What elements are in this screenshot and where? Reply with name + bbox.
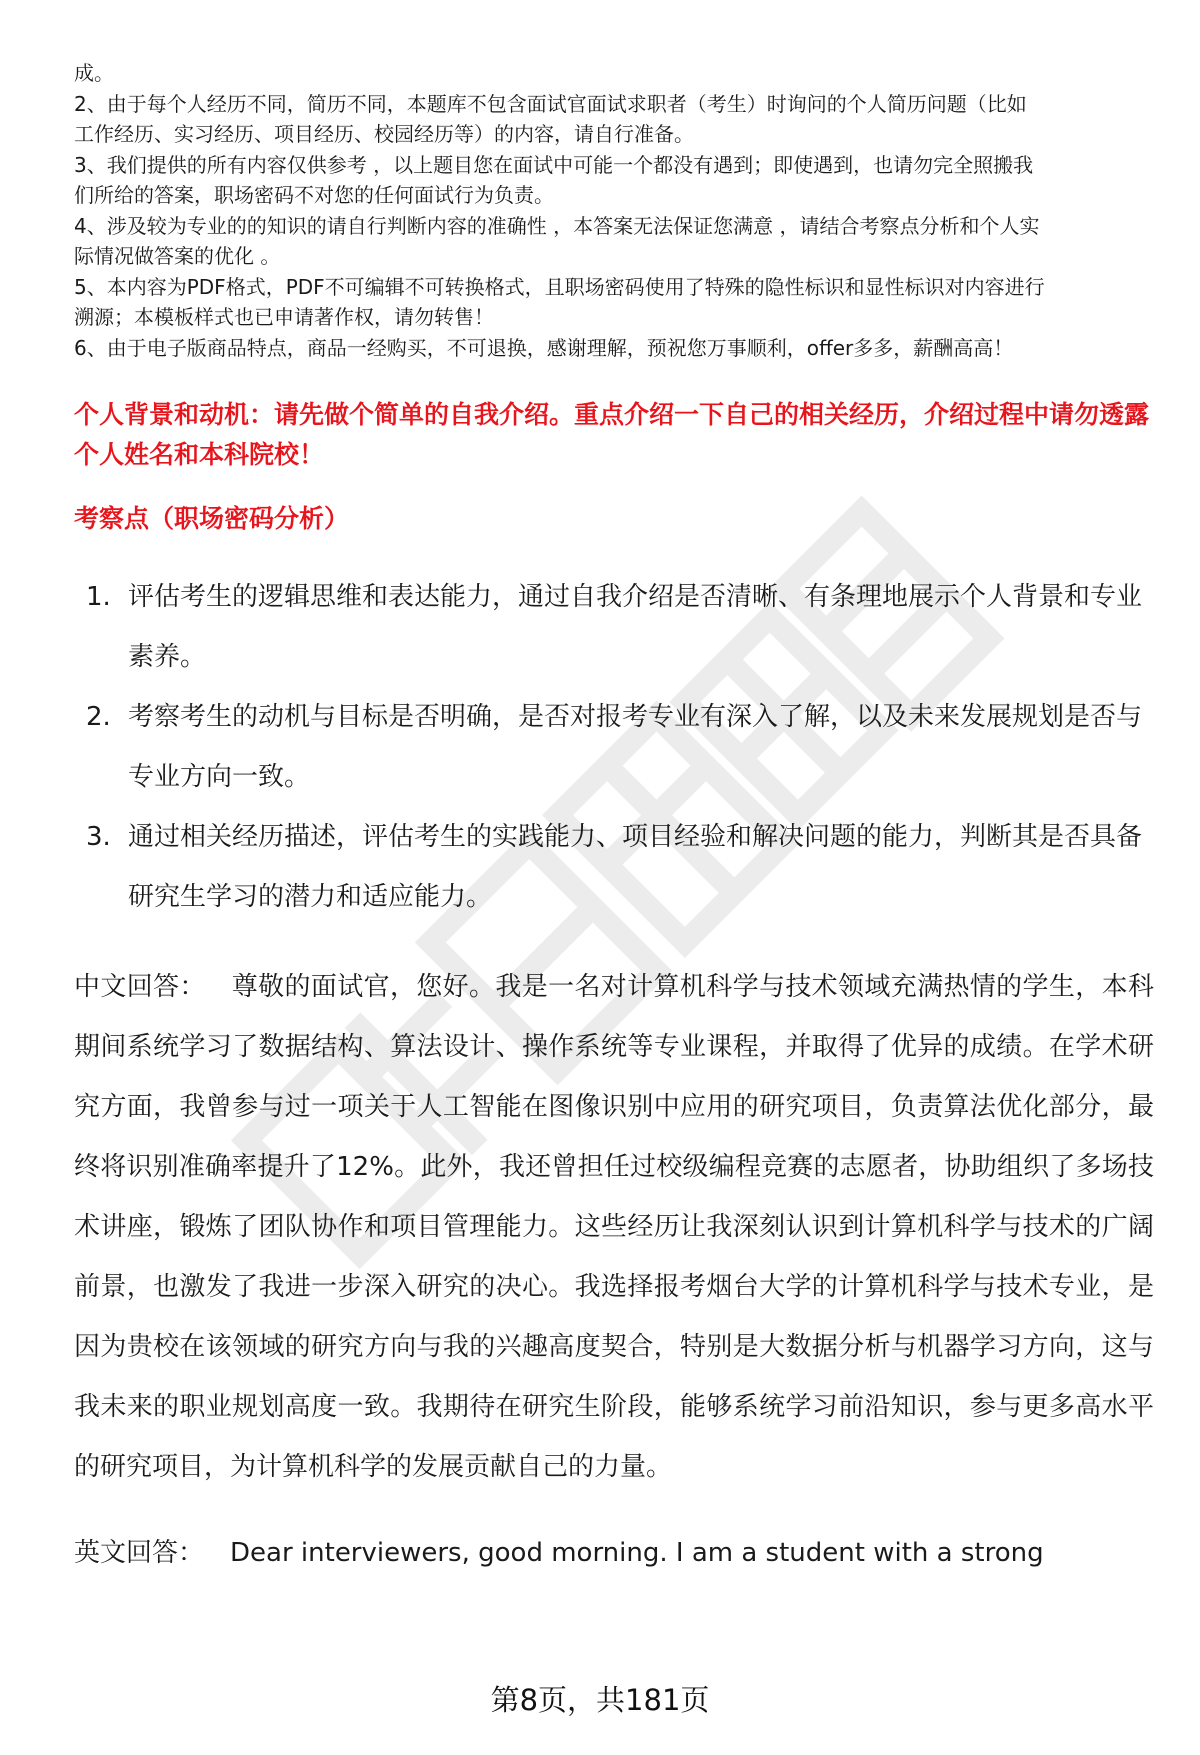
chinese-answer-text: 尊敬的面试官，您好。我是一名对计算机科学与技术领域充满热情的学生，本科期间系统学习了数据结构、算法设计、操作系统等专业课程，并取得了优异的成绩。在学术研究方面，我曾参与过一项关于人工智能在图像识别中应用的研究项目，负责算法优化部分，最终将识别准确率提升了12%。此外，我还曾担任过校级编程竞赛的志愿者，协助组织了多场技术讲座，锻炼了团队协作和项目管理能力。这些经历让我深刻认识到计算机科学与技术的广阔前景，也激发了我进一步深入研究的决心。我选择报考烟台大学的计算机科学与技术专业，是因为贵校在该领域的研究方向与我的兴趣高度契合，特别是大数据分析与机器学习方向，这与我未来的职业规划高度一致。我期待在研究生阶段，能够系统学习前沿知识，参与更多高水平的研究项目，为计算机科学的发展贡献自己的力量。 <box>74 972 1154 1482</box>
chinese-answer-label: 中文回答： <box>74 972 206 1002</box>
english-answer <box>74 1523 1154 1583</box>
note-line: 际情况做答案的优化 。 <box>74 244 281 268</box>
english-answer-text: Dear interviewers, good morning. I am a student with a strong <box>230 1538 1044 1568</box>
exam-points-title: 考察点（职场密码分析） <box>74 504 350 533</box>
note-line: 工作经历、实习经历、项目经历、校园经历等）的内容，请自行准备。 <box>74 122 694 146</box>
exam-point-text: 考察考生的动机与目标是否明确，是否对报考专业有深入了解，以及未来发展规划是否与专业方向一致。 <box>128 702 1143 792</box>
exam-points-list <box>74 567 1154 927</box>
question-heading: 个人背景和动机：请先做个简单的自我介绍。重点介绍一下自己的相关经历，介绍过程中请勿透露个人姓名和本科院校！ <box>74 400 1150 469</box>
note-line: 溯源；本模板样式也已申请著作权，请勿转售！ <box>74 305 494 329</box>
note-line: 4、涉及较为专业的的知识的请自行判断内容的准确性 ，本答案无法保证您满意 ，请结合考察点分析和个人实 <box>74 213 1040 238</box>
exam-point-text: 通过相关经历描述，评估考生的实践能力、项目经验和解决问题的能力，判断其是否具备研究生学习的潜力和适应能力。 <box>128 822 1143 912</box>
note-line: 们所给的答案，职场密码不对您的任何面试行为负责。 <box>74 183 554 207</box>
page-footer: 第8页，共181页 <box>490 1683 710 1717</box>
exam-point-item <box>74 807 1154 927</box>
document-page <box>74 58 1154 1583</box>
note-line: 成。 <box>74 61 114 85</box>
exam-point-number: 2. <box>86 702 111 732</box>
exam-point-number: 3. <box>86 822 111 852</box>
chinese-answer <box>74 957 1154 1497</box>
exam-point-item <box>74 687 1154 807</box>
exam-point-text: 评估考生的逻辑思维和表达能力，通过自我介绍是否清晰、有条理地展示个人背景和专业素养。 <box>128 582 1143 672</box>
disclaimer-notes <box>74 58 1154 363</box>
note-line: 6、由于电子版商品特点，商品一经购买，不可退换，感谢理解，预祝您万事顺利，offer多多，薪酬高高！ <box>74 335 1014 360</box>
exam-point-number: 1. <box>86 582 111 612</box>
exam-point-item <box>74 567 1154 687</box>
english-answer-label: 英文回答： <box>74 1538 205 1568</box>
note-line: 3、我们提供的所有内容仅供参考 ，以上题目您在面试中可能一个都没有遇到；即使遇到，也请勿完全照搬我 <box>74 152 1034 177</box>
note-line: 2、由于每个人经历不同，简历不同，本题库不包含面试官面试求职者（考生）时询问的个人简历问题（比如 <box>74 91 1027 116</box>
note-line: 5、本内容为PDF格式，PDF不可编辑不可转换格式，且职场密码使用了特殊的隐性标识和显性标识对内容进行 <box>74 274 1045 299</box>
